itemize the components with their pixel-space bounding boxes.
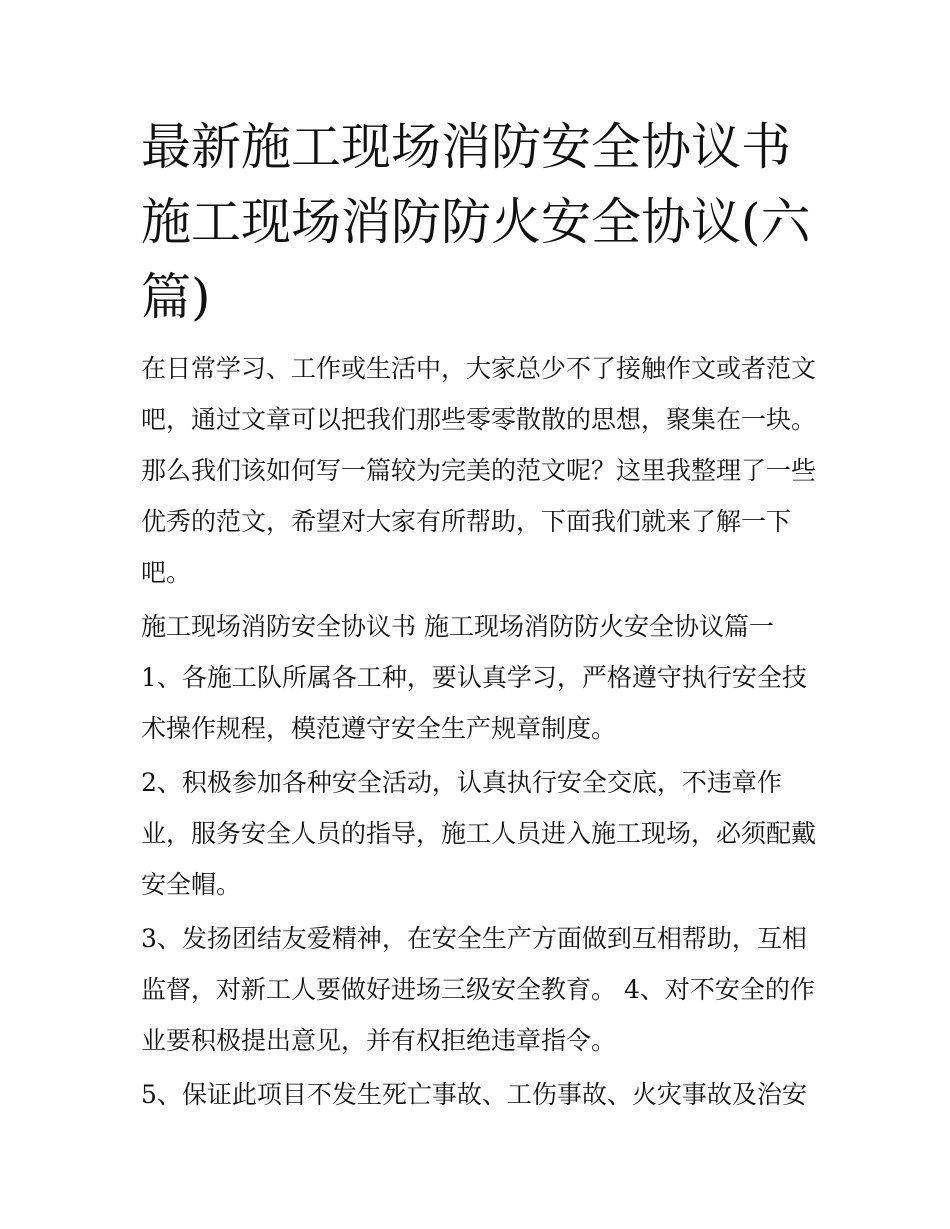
- document-title: 最新施工现场消防安全协议书 施工现场消防防火安全协议(六篇): [141, 118, 811, 326]
- paragraph-item-1: 施工现场消防安全协议书 施工现场消防防火安全协议篇一 1、各施工队所属各工种，要认真学习，严格遵守执行安全技术操作规程，模范遵守安全生产规章制度。: [141, 612, 807, 743]
- paragraph-item-2: 2、积极参加各种安全活动，认真执行安全交底，不违章作业，服务安全人员的指导，施工人员进入施工现场，必须配戴安全帽。: [141, 768, 817, 899]
- document-body: [141, 110, 821, 1123]
- paragraph-item-5: 5、保证此项目不发生死亡事故、工伤事故、火灾事故及治安: [141, 1080, 807, 1109]
- paragraph-intro: 在日常学习、工作或生活中，大家总少不了接触作文或者范文吧，通过文章可以把我们那些零零散散的思想，聚集在一块。那么我们该如何写一篇较为完美的范文呢？这里我整理了一些优秀的范文，希望对大家有所帮助，下面我们就来了解一下吧。: [141, 354, 817, 587]
- paragraph-item-3-4: 3、发扬团结友爱精神，在安全生产方面做到互相帮助，互相监督，对新工人要做好进场三级安全教育。 4、对不安全的作业要积极提出意见，并有权拒绝违章指令。: [141, 924, 815, 1055]
